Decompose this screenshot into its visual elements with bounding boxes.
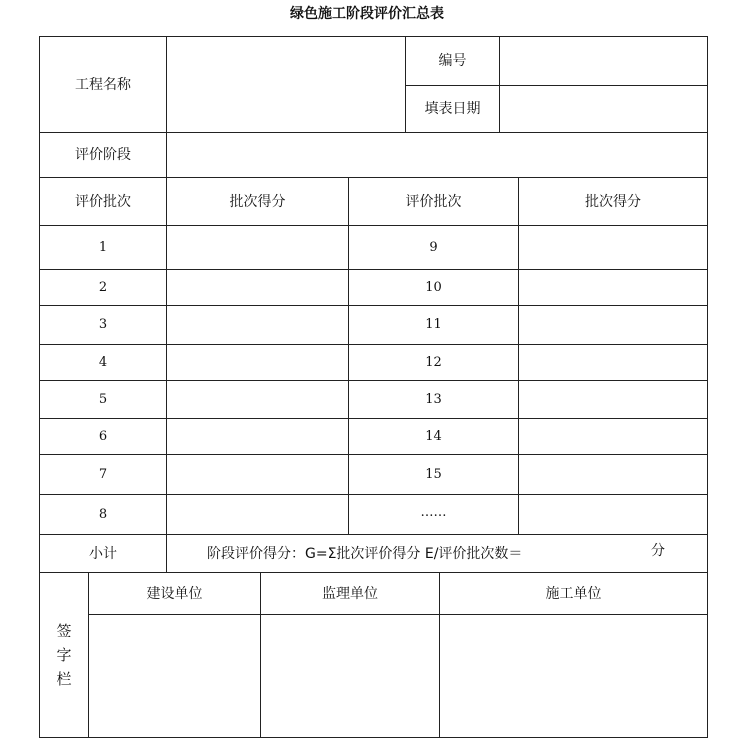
stage-field[interactable] bbox=[166, 132, 708, 178]
supervision-unit-header: 监理单位 bbox=[260, 572, 440, 615]
batch-number-left: 8 bbox=[39, 494, 167, 535]
batch-score-left[interactable] bbox=[166, 305, 349, 345]
batch-score-right[interactable] bbox=[518, 380, 708, 419]
construction-unit-header: 建设单位 bbox=[88, 572, 261, 615]
batch-score-left[interactable] bbox=[166, 454, 349, 495]
batch-number-right: 9 bbox=[348, 225, 519, 270]
batch-number-left: 1 bbox=[39, 225, 167, 270]
fill-date-field[interactable] bbox=[499, 85, 708, 133]
batch-score-right[interactable] bbox=[518, 305, 708, 345]
contractor-unit-header: 施工单位 bbox=[439, 572, 708, 615]
signature-char: 字 bbox=[56, 646, 72, 664]
batch-score-right[interactable] bbox=[518, 225, 708, 270]
batch-number-left: 5 bbox=[39, 380, 167, 419]
batch-number-right: 12 bbox=[348, 344, 519, 381]
score-header-right: 批次得分 bbox=[518, 177, 708, 226]
batch-score-left[interactable] bbox=[166, 225, 349, 270]
number-label: 编号 bbox=[405, 36, 500, 86]
batch-score-right[interactable] bbox=[518, 269, 708, 306]
batch-header-right: 评价批次 bbox=[348, 177, 519, 226]
batch-number-left: 3 bbox=[39, 305, 167, 345]
batch-number-left: 2 bbox=[39, 269, 167, 306]
signature-char: 签 bbox=[56, 622, 72, 640]
batch-number-right: …… bbox=[348, 494, 519, 535]
subtotal-label: 小计 bbox=[39, 534, 167, 573]
formula-text: 阶段评价得分：G=Σ批次评价得分 E/评价批次数＝ bbox=[207, 545, 523, 562]
project-name-field[interactable] bbox=[166, 36, 406, 133]
construction-unit-signature[interactable] bbox=[88, 614, 261, 738]
batch-score-right[interactable] bbox=[518, 418, 708, 455]
batch-score-left[interactable] bbox=[166, 269, 349, 306]
score-unit: 分 bbox=[651, 543, 665, 559]
stage-score-formula[interactable] bbox=[166, 534, 708, 573]
batch-score-right[interactable] bbox=[518, 494, 708, 535]
fill-date-label: 填表日期 bbox=[405, 85, 500, 133]
batch-number-right: 15 bbox=[348, 454, 519, 495]
batch-score-left[interactable] bbox=[166, 494, 349, 535]
batch-number-left: 7 bbox=[39, 454, 167, 495]
number-field[interactable] bbox=[499, 36, 708, 86]
supervision-unit-signature[interactable] bbox=[260, 614, 440, 738]
batch-number-left: 6 bbox=[39, 418, 167, 455]
batch-number-right: 11 bbox=[348, 305, 519, 345]
signature-char: 栏 bbox=[56, 670, 72, 688]
batch-score-left[interactable] bbox=[166, 344, 349, 381]
form-title: 绿色施工阶段评价汇总表 bbox=[290, 6, 444, 22]
contractor-unit-signature[interactable] bbox=[439, 614, 708, 738]
stage-label: 评价阶段 bbox=[39, 132, 167, 178]
project-name-label: 工程名称 bbox=[39, 36, 167, 133]
batch-number-right: 10 bbox=[348, 269, 519, 306]
signature-label bbox=[39, 572, 89, 738]
score-header-left: 批次得分 bbox=[166, 177, 349, 226]
batch-score-left[interactable] bbox=[166, 380, 349, 419]
batch-score-left[interactable] bbox=[166, 418, 349, 455]
batch-score-right[interactable] bbox=[518, 344, 708, 381]
batch-number-right: 14 bbox=[348, 418, 519, 455]
batch-number-left: 4 bbox=[39, 344, 167, 381]
batch-number-right: 13 bbox=[348, 380, 519, 419]
batch-score-right[interactable] bbox=[518, 454, 708, 495]
batch-header-left: 评价批次 bbox=[39, 177, 167, 226]
